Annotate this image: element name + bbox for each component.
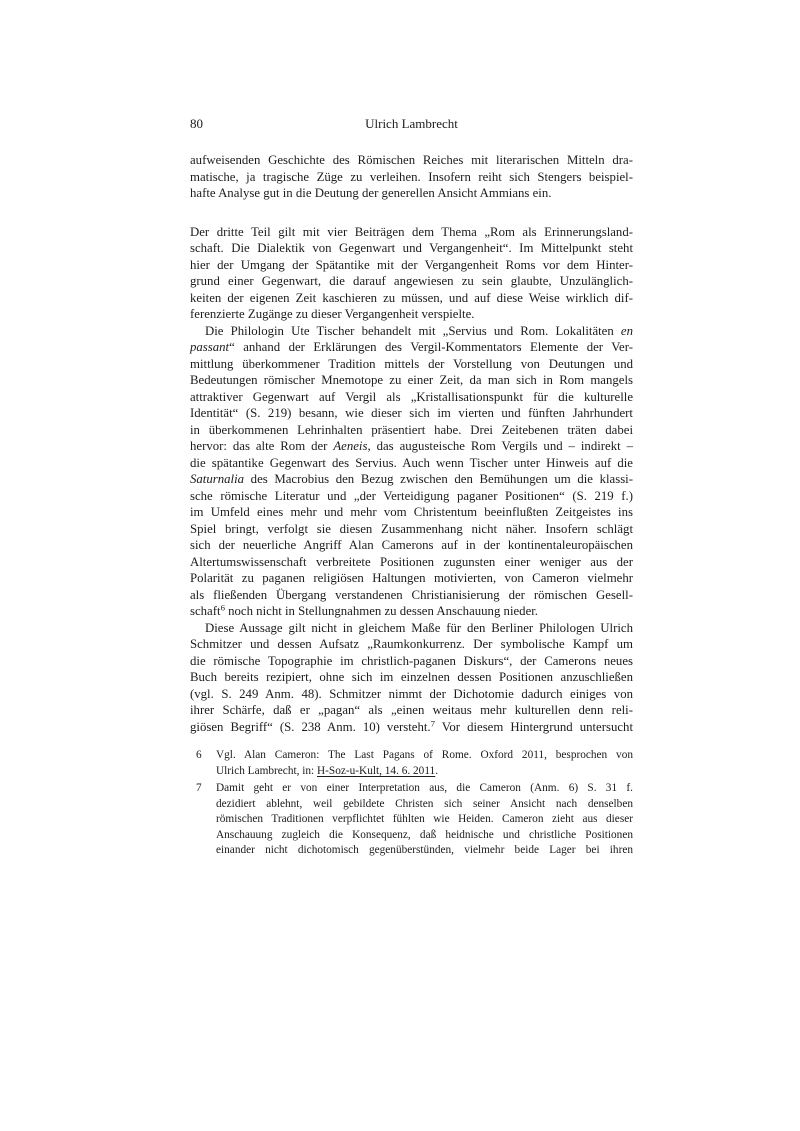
text-segment: . <box>435 764 439 777</box>
document-page <box>190 116 633 859</box>
text-line <box>216 843 633 859</box>
text-segment: matische, ja tragische Züge zu verleihen. Insofern reiht sich Stengers beispiel- <box>190 169 633 184</box>
paragraph <box>190 224 633 323</box>
text-line <box>190 224 633 241</box>
footnote-text <box>216 748 633 779</box>
footnote <box>190 781 633 859</box>
text-line <box>190 290 633 307</box>
page-header <box>190 116 633 132</box>
text-segment: giösen Begriff“ (S. 238 Anm. 10) versteht. <box>190 719 431 734</box>
text-line <box>190 702 633 719</box>
text-line <box>190 273 633 290</box>
text-line <box>190 152 633 169</box>
text-segment: Buch bereits rezipiert, ohne sich im einzelnen dessen Positionen anzuschließen <box>190 670 633 684</box>
text-segment: die spätantike Gegenwart des Servius. Auch wenn Tischer unter Hinweis auf die <box>190 455 633 470</box>
text-segment: attraktiver Gegenwart auf Vergil als „Kristallisationspunkt für die kulturelle <box>190 389 633 404</box>
text-segment: hier der Umgang der Spätantike mit der Vergangenheit Roms vor dem Hinter- <box>190 257 633 272</box>
text-line <box>190 554 633 571</box>
text-line <box>216 764 633 780</box>
text-line <box>190 587 633 604</box>
text-line <box>190 422 633 439</box>
paragraph <box>190 152 633 202</box>
text-segment: Saturnalia <box>190 472 245 486</box>
text-line <box>216 828 633 844</box>
text-line <box>216 748 633 764</box>
text-line <box>190 537 633 554</box>
text-line <box>190 521 633 538</box>
text-segment: Schmitzer und dessen Aufsatz „Raumkonkurrenz. Der symbolische Kampf um <box>190 637 633 651</box>
text-line <box>190 405 633 422</box>
text-segment: die römische Topographie im christlich-paganen Diskurs“, der Camerons neues <box>190 653 633 668</box>
text-segment: grund einer Gegenwart, die darauf angewiesen zu sein glaubte, Unzulänglich- <box>190 274 633 288</box>
text-segment: ferenzierte Zugänge zu dieser Vergangenheit verspielte. <box>190 307 475 321</box>
footnote-ref: 7 <box>430 718 435 729</box>
text-line <box>190 323 633 340</box>
text-line <box>190 356 633 373</box>
text-line <box>190 719 633 736</box>
text-line <box>216 781 633 797</box>
text-segment: sche römische Literatur und „der Verteidigung paganer Positionen“ (S. 219 f.) <box>190 488 633 503</box>
footnote-number: 7 <box>196 782 202 794</box>
text-segment: Altertumswissenschaft verbreitete Positionen zugunsten einer weniger aus der <box>190 554 633 569</box>
text-line <box>190 306 633 323</box>
text-line <box>190 669 633 686</box>
text-segment: des Macrobius den Bezug zwischen den Bemühungen um die klassi- <box>244 472 633 486</box>
text-line <box>190 185 633 202</box>
text-segment: keiten der eigenen Zeit kaschieren zu müssen, und auf diese Weise wirklich dif- <box>190 290 633 305</box>
text-segment: hervor: das alte Rom der <box>190 439 334 453</box>
text-line <box>190 636 633 653</box>
text-segment: in überkommenen Lehrinhalten präsentiert habe. Drei Zeitebenen träten dabei <box>190 422 633 437</box>
text-segment: einander nicht dichotomisch gegenüberstünden, vielmehr beide Lager bei ihren <box>216 844 633 856</box>
text-line <box>190 653 633 670</box>
text-line <box>190 455 633 472</box>
footnotes <box>190 748 633 859</box>
footnote <box>190 748 633 779</box>
text-line <box>190 169 633 186</box>
text-segment: römischen Traditionen verpflichtet fühlten wie Heiden. Cameron zieht aus dieser <box>216 813 633 825</box>
text-line <box>216 797 633 813</box>
text-segment: Aeneis <box>333 439 368 453</box>
paragraph <box>190 620 633 736</box>
text-line <box>190 570 633 587</box>
text-segment: noch nicht in Stellungnahmen zu dessen Anschauung nieder. <box>224 604 539 618</box>
text-segment: Vor diesem Hintergrund untersucht <box>434 719 634 734</box>
text-segment: Die Philologin Ute Tischer behandelt mit „Servius und Rom. Lokalitäten <box>205 323 621 338</box>
text-segment: im Umfeld eines mehr und mehr vom Christentum beeinflußten Zeitgeistes ins <box>190 505 633 519</box>
text-segment: Diese Aussage gilt nicht in gleichem Maße für den Berliner Philologen Ulrich <box>205 620 633 635</box>
text-segment: Identität“ (S. 219) besann, wie dieser sich im vierten und fünften Jahrhundert <box>190 406 633 420</box>
text-segment: mittlung überkommener Tradition mittels der Vorstellung von Deutungen und <box>190 356 633 371</box>
text-line <box>190 372 633 389</box>
text-segment: aufweisenden Geschichte des Römischen Reiches mit literarischen Mitteln dra- <box>190 153 633 167</box>
text-line <box>190 240 633 257</box>
text-segment: schaft. Die Dialektik von Gegenwart und Vergangenheit“. Im Mittelpunkt steht <box>190 241 633 255</box>
text-segment: Vgl. Alan Cameron: The Last Pagans of Rome. Oxford 2011, besprochen von <box>216 749 633 761</box>
text-line <box>190 686 633 703</box>
text-segment: Ulrich Lambrecht, in: <box>216 764 318 777</box>
text-line <box>190 488 633 505</box>
text-segment: Polarität zu paganen religiösen Haltungen motivierten, von Cameron vielmehr <box>190 571 633 585</box>
text-line <box>216 812 633 828</box>
hsozkult-link[interactable]: H-Soz-u-Kult, 14. 6. 2011 <box>317 764 436 777</box>
text-line <box>190 620 633 637</box>
text-segment: Der dritte Teil gilt mit vier Beiträgen dem Thema „Rom als Erinnerungsland- <box>190 224 633 239</box>
page-number: 80 <box>190 116 203 131</box>
text-segment: , das augusteische Rom Vergils und – indirekt – <box>367 439 633 453</box>
text-line <box>190 471 633 488</box>
paragraph <box>190 323 633 620</box>
text-segment: ihrer Schärfe, daß er „pagan“ als „einen weitaus mehr kulturellen denn reli- <box>190 703 633 717</box>
text-segment: dezidiert ablehnt, weil gebildete Christen sich seiner Ansicht nach denselben <box>216 797 633 810</box>
text-line <box>190 504 633 521</box>
text-segment: sich der neuerliche Angriff Alan Camerons auf in der kontinentaleuropäischen <box>190 538 633 552</box>
text-line <box>190 389 633 406</box>
text-segment: “ anhand der Erklärungen des Vergil-Kommentators Elemente der Ver- <box>229 340 633 354</box>
text-segment: Anschauung zugleich die Konsequenz, daß heidnische und christliche Positionen <box>216 828 633 841</box>
text-segment: als fließenden Übergang verstandenen Christianisierung der römischen Gesell- <box>190 587 633 602</box>
footnote-text <box>216 781 633 859</box>
text-segment: Bedeutungen römischer Mnemotope zu einer Zeit, da man sich in Rom mangels <box>190 373 633 387</box>
text-segment: schaft <box>190 604 221 618</box>
text-segment: en <box>620 323 633 338</box>
body-text <box>190 152 633 735</box>
running-title: Ulrich Lambrecht <box>365 116 458 131</box>
text-segment: passant <box>190 340 230 354</box>
text-line <box>190 339 633 356</box>
text-segment: Spiel bringt, verfolgt sie diesen Zusammenhang nicht näher. Insofern schlägt <box>190 521 633 536</box>
text-segment: Damit geht er von einer Interpretation aus, die Cameron (Anm. 6) S. 31 f. <box>216 782 633 794</box>
text-line <box>190 257 633 274</box>
text-segment: (vgl. S. 249 Anm. 48). Schmitzer nimmt der Dichotomie dadurch einiges von <box>190 686 633 701</box>
footnote-number: 6 <box>196 749 202 761</box>
footnote-ref: 6 <box>220 602 225 613</box>
text-line <box>190 438 633 455</box>
text-segment: hafte Analyse gut in die Deutung der generellen Ansicht Ammians ein. <box>190 186 552 200</box>
text-line <box>190 603 633 620</box>
